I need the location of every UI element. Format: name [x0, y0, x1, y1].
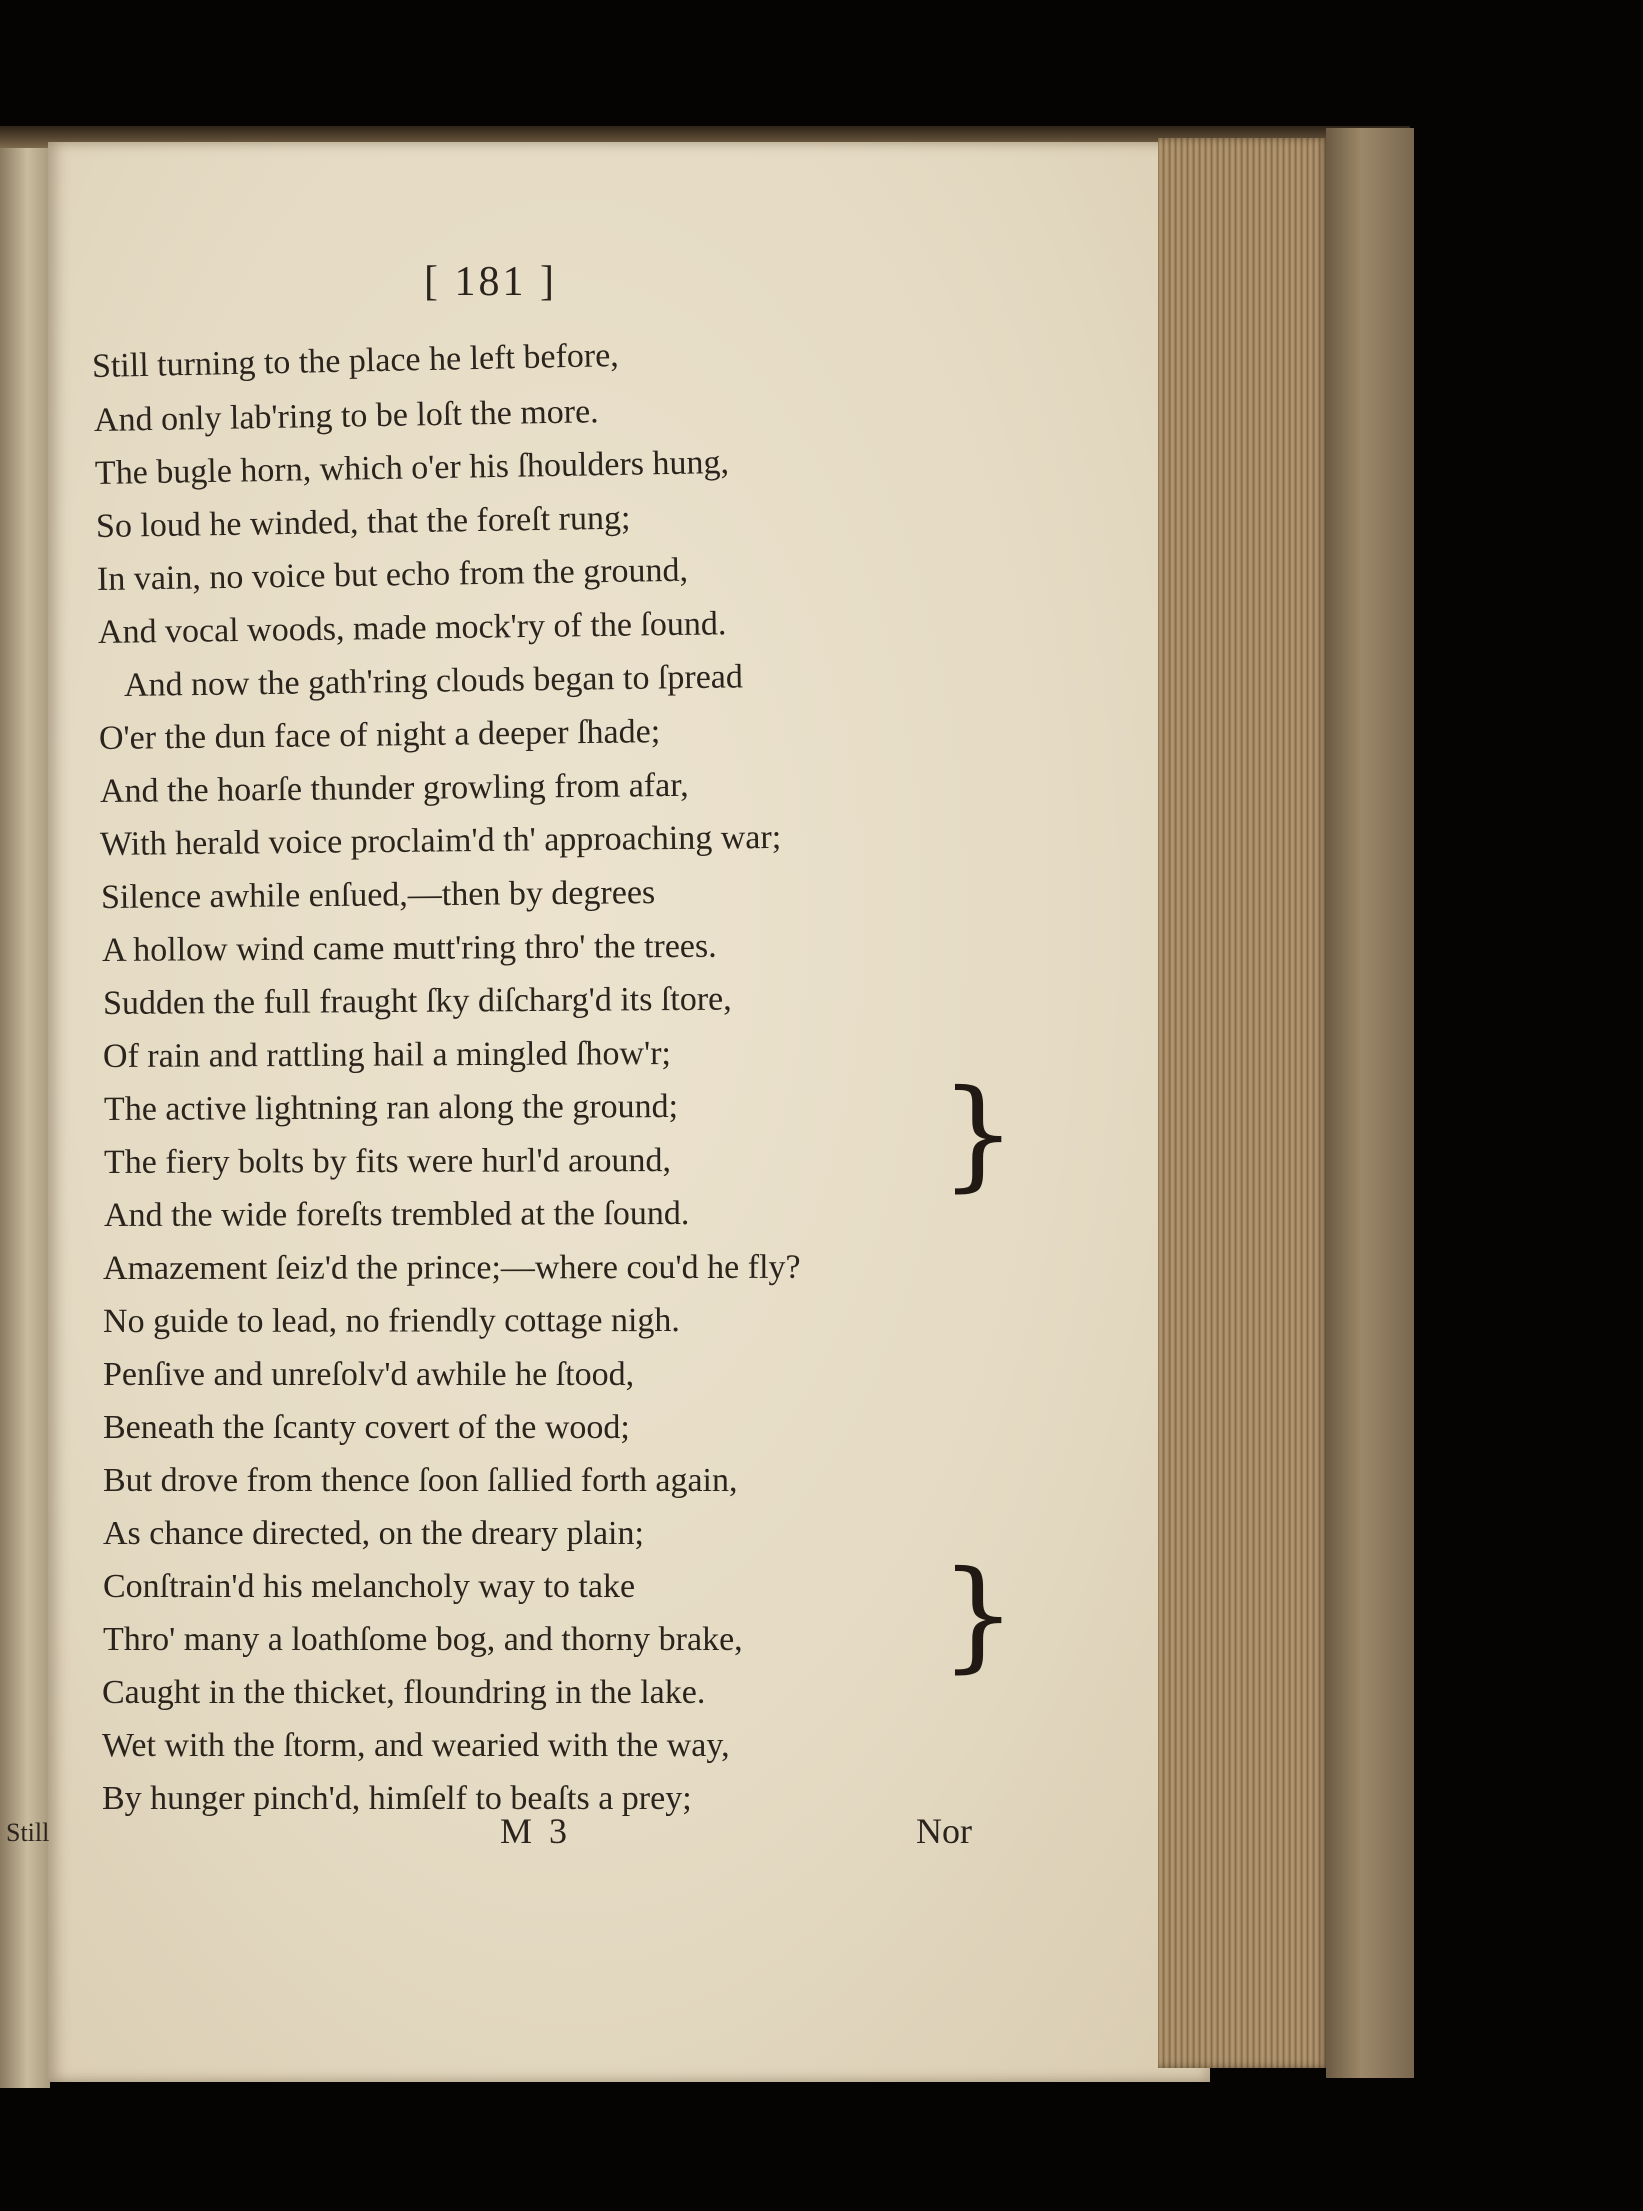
poem-line: A hollow wind came mutt'ring thro' the trees. — [101, 927, 717, 969]
poem-line: The bugle horn, which o'er his ſhoulders hung, — [94, 443, 730, 492]
page-fore-edge — [1158, 138, 1330, 2068]
poem-line: Sudden the full fraught ſky diſcharg'd its ſtore, — [102, 980, 732, 1022]
poem-line: No guide to lead, no friendly cottage nigh. — [102, 1301, 680, 1340]
poem-line: Penſive and unreſolv'd awhile he ſtood, — [103, 1356, 635, 1393]
poem-line: By hunger pinch'd, himſelf to beaſts a prey; — [102, 1780, 692, 1817]
page-number: [ 181 ] — [424, 259, 557, 305]
poem-line: Silence awhile enſued,—then by degrees — [100, 874, 656, 916]
poem-line: The fiery bolts by fits were hurl'd around, — [103, 1142, 672, 1181]
poem-line: So loud he winded, that the foreſt rung; — [95, 499, 631, 545]
signature-mark: M 3 — [500, 1811, 572, 1851]
catchword: Nor — [916, 1811, 972, 1851]
poem-line: Conſtrain'd his melancholy way to take — [103, 1568, 636, 1605]
poem-line: Caught in the thicket, floundring in the lake. — [102, 1674, 706, 1711]
poem-line: And now the gath'ring clouds began to ſpread — [123, 658, 744, 704]
triplet-brace: } — [940, 1546, 1017, 1685]
poem-line: In vain, no voice but echo from the ground, — [96, 551, 689, 598]
poem-line: As chance directed, on the dreary plain; — [103, 1515, 644, 1552]
triplet-brace: } — [940, 1065, 1017, 1204]
poem-line: O'er the dun face of night a deeper ſhade; — [98, 713, 661, 757]
poem-line: Still turning to the place he left before, — [91, 336, 620, 385]
book-cover-board — [1326, 128, 1414, 2078]
poem-line: Thro' many a loathſome bog, and thorny brake, — [103, 1621, 743, 1658]
poem-line: Beneath the ſcanty covert of the wood; — [103, 1409, 630, 1446]
previous-page-catchword: Still — [6, 1818, 50, 1847]
poem-line: But drove from thence ſoon ſallied forth again, — [103, 1462, 738, 1499]
poem-line: And the hoarſe thunder growling from afar, — [99, 766, 689, 810]
previous-page-edge — [0, 148, 50, 2088]
poem-line: Of rain and rattling hail a mingled ſhow'r; — [102, 1035, 672, 1075]
poem-line: Amazement ſeiz'd the prince;—where cou'd he fly? — [102, 1248, 801, 1287]
poem-line: And vocal woods, made mock'ry of the ſound. — [97, 605, 727, 651]
poem-line: The active lightning ran along the ground; — [103, 1087, 679, 1128]
poem-line: With herald voice proclaim'd th' approaching war; — [99, 818, 782, 863]
poem-line: And only lab'ring to be loſt the more. — [93, 393, 599, 439]
poem-line: Wet with the ſtorm, and wearied with the way, — [102, 1727, 730, 1764]
poem-line: And the wide foreſts trembled at the ſound. — [103, 1194, 690, 1234]
